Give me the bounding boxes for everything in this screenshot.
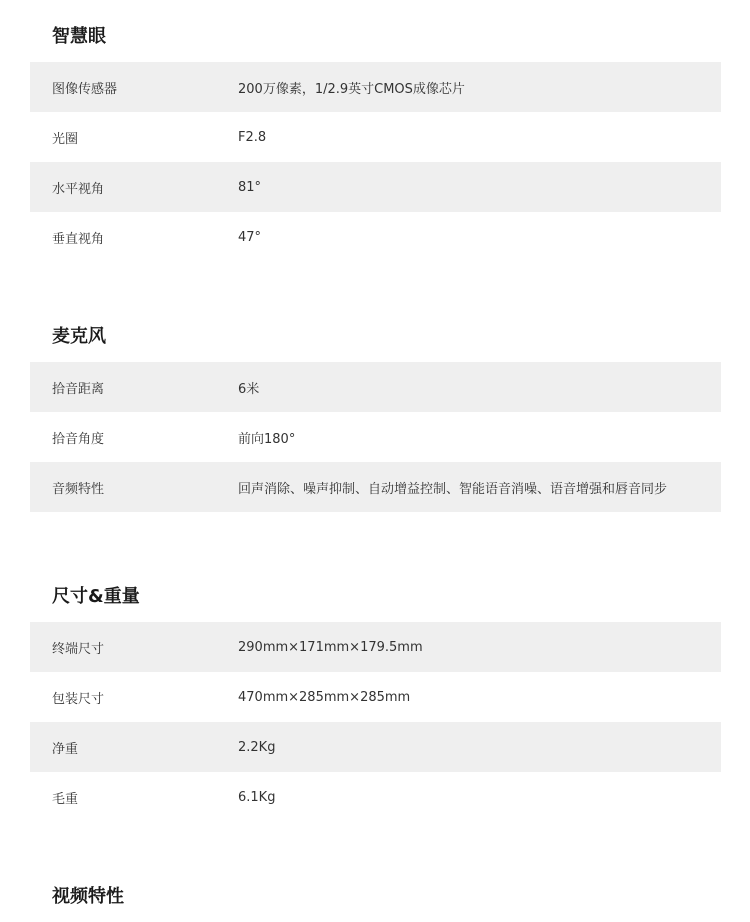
section-title: 尺寸&重量 xyxy=(52,586,140,607)
spec-value: 前向180° xyxy=(238,431,296,447)
spec-value: 6.1Kg xyxy=(238,789,276,805)
spec-value: 200万像素，1/2.9英寸CMOS成像芯片 xyxy=(238,81,465,97)
spec-value: 回声消除、噪声抑制、自动增益控制、智能语音消噪、语音增强和唇音同步 xyxy=(238,481,668,497)
spec-table xyxy=(30,62,721,262)
section-smart-eye xyxy=(30,12,721,262)
spec-value: 6米 xyxy=(238,381,260,397)
section-microphone xyxy=(30,312,721,512)
spec-row xyxy=(30,162,721,212)
spec-row xyxy=(30,362,721,412)
spec-row xyxy=(30,462,721,512)
spec-row xyxy=(30,772,721,822)
spec-label: 水平视角 xyxy=(52,181,105,197)
spec-label: 音频特性 xyxy=(52,481,105,497)
spec-label: 终端尺寸 xyxy=(52,641,105,657)
spec-label: 光圈 xyxy=(52,131,79,147)
section-title: 智慧眼 xyxy=(52,26,106,47)
spec-label: 包装尺寸 xyxy=(52,691,105,707)
spec-label: 毛重 xyxy=(52,791,79,807)
spec-value: 81° xyxy=(238,179,262,195)
spec-label: 拾音距离 xyxy=(52,381,105,397)
spec-row xyxy=(30,622,721,672)
spec-value: 470mm×285mm×285mm xyxy=(238,689,411,705)
spec-table xyxy=(30,622,721,822)
spec-label: 垂直视角 xyxy=(52,231,105,247)
spec-label: 图像传感器 xyxy=(52,81,118,97)
section-title: 视频特性 xyxy=(52,886,124,907)
spec-row xyxy=(30,212,721,262)
section-video-features xyxy=(30,872,721,922)
spec-row xyxy=(30,62,721,112)
spec-row xyxy=(30,672,721,722)
spec-label: 净重 xyxy=(52,741,79,757)
spec-row xyxy=(30,112,721,162)
spec-row xyxy=(30,412,721,462)
spec-value: 47° xyxy=(238,229,262,245)
spec-label: 拾音角度 xyxy=(52,431,105,447)
spec-row xyxy=(30,722,721,772)
section-title: 麦克风 xyxy=(52,326,106,347)
spec-value: 290mm×171mm×179.5mm xyxy=(238,639,423,655)
spec-table xyxy=(30,362,721,512)
spec-value: 2.2Kg xyxy=(238,739,276,755)
spec-value: F2.8 xyxy=(238,129,267,145)
section-size-weight xyxy=(30,572,721,822)
